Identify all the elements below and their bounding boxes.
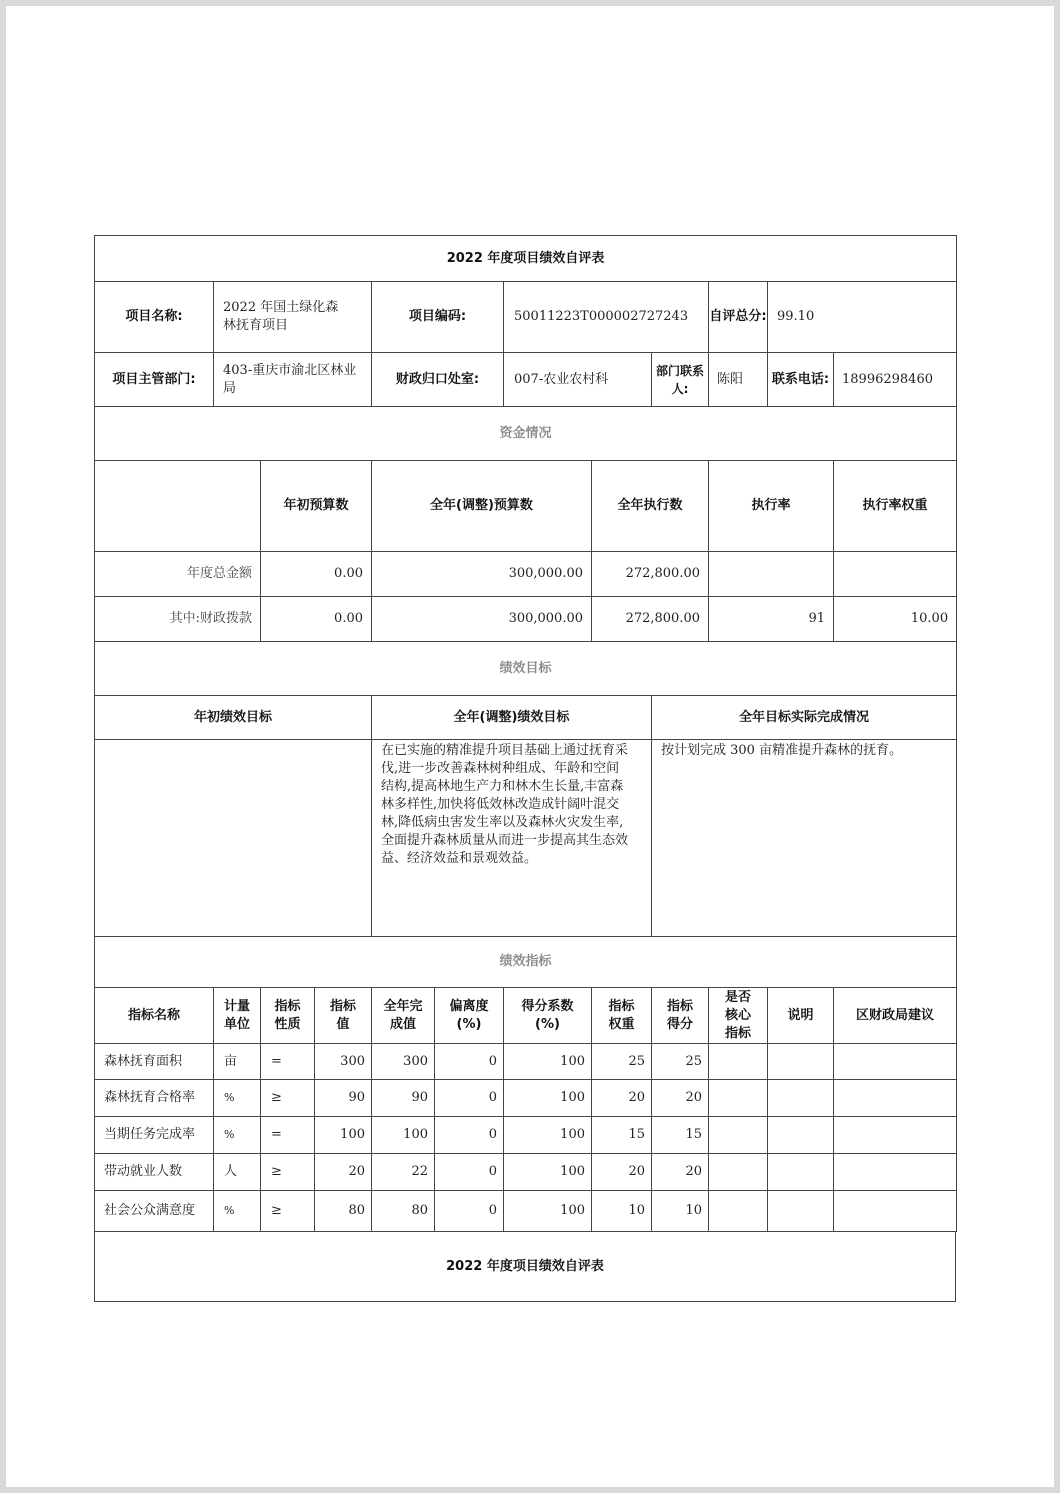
second-form-title: 2022 年度项目绩效自评表 [95,1232,956,1302]
ind-score: 15 [652,1117,709,1154]
second-form-header [94,1231,956,1302]
project-name-label: 项目名称: [95,282,214,353]
ind-deviation: 0 [435,1044,504,1080]
ind-score-coef: 100 [504,1154,592,1191]
goals-header-adjusted: 全年(调整)绩效目标 [372,696,652,740]
ind-header-deviation: 偏离度(%) [435,988,504,1044]
funds-header-executed: 全年执行数 [592,461,709,552]
ind-header-note: 说明 [768,988,834,1044]
ind-weight: 15 [592,1117,652,1154]
indicator-row [95,1191,957,1232]
ind-header-weight: 指标权重 [592,988,652,1044]
ind-completed: 300 [372,1044,435,1080]
ind-suggestion [834,1191,957,1232]
ind-weight: 20 [592,1154,652,1191]
funds-cell: 91 [709,597,834,642]
ind-deviation: 0 [435,1080,504,1117]
ind-is-core [709,1044,768,1080]
ind-is-core [709,1154,768,1191]
ind-is-core [709,1080,768,1117]
funds-row-label: 其中:财政拨款 [95,597,261,642]
ind-weight: 20 [592,1080,652,1117]
form-title: 2022 年度项目绩效自评表 [95,236,957,282]
ind-name: 当期任务完成率 [95,1117,214,1154]
goals-adjusted-text: 在已实施的精准提升项目基础上通过抚育采伐,进一步改善森林树种组成、年龄和空间结构,提高林地生产力和林木生长量,丰富森林多样性,加快将低效林改造成针阔叶混交林,降低病虫害发生率以及森林火灾发生率,全面提升森林质量从而进一步提高其生态效益、经济效益和景观效益。 [372,740,652,937]
finance-office-label: 财政归口处室: [372,353,504,407]
funds-header-blank [95,461,261,552]
ind-value: 300 [315,1044,372,1080]
funds-header-exec-rate: 执行率 [709,461,834,552]
ind-score: 20 [652,1154,709,1191]
indicator-row [95,1080,957,1117]
ind-unit: 人 [214,1154,261,1191]
funds-row [95,597,957,642]
ind-header-score: 指标得分 [652,988,709,1044]
ind-nature: ≥ [261,1154,315,1191]
ind-header-value: 指标值 [315,988,372,1044]
ind-weight: 10 [592,1191,652,1232]
project-code-value: 50011223T000002727243 [504,282,709,353]
ind-note [768,1044,834,1080]
ind-is-core [709,1117,768,1154]
funds-cell: 272,800.00 [592,597,709,642]
ind-score: 25 [652,1044,709,1080]
ind-name: 森林抚育面积 [95,1044,214,1080]
ind-score: 20 [652,1080,709,1117]
funds-cell: 300,000.00 [372,597,592,642]
ind-is-core [709,1191,768,1232]
ind-unit: 亩 [214,1044,261,1080]
funds-cell: 10.00 [834,597,957,642]
ind-header-unit: 计量单位 [214,988,261,1044]
ind-value: 20 [315,1154,372,1191]
finance-office-value: 007-农业农村科 [504,353,652,407]
ind-note [768,1154,834,1191]
ind-header-suggestion: 区财政局建议 [834,988,957,1044]
funds-header-adjusted-budget: 全年(调整)预算数 [372,461,592,552]
funds-header-initial-budget: 年初预算数 [261,461,372,552]
funds-cell: 0.00 [261,552,372,597]
indicator-row [95,1117,957,1154]
ind-weight: 25 [592,1044,652,1080]
project-code-label: 项目编码: [372,282,504,353]
goals-actual-text: 按计划完成 300 亩精准提升森林的抚育。 [652,740,957,937]
ind-score-coef: 100 [504,1080,592,1117]
ind-name: 社会公众满意度 [95,1191,214,1232]
ind-deviation: 0 [435,1191,504,1232]
ind-score-coef: 100 [504,1117,592,1154]
indicator-row [95,1044,957,1080]
contact-label: 部门联系人: [652,353,709,407]
project-name-value: 2022 年国土绿化森林抚育项目 [214,282,372,353]
indicators-section-title: 绩效指标 [95,937,957,988]
ind-suggestion [834,1080,957,1117]
ind-note [768,1191,834,1232]
ind-deviation: 0 [435,1154,504,1191]
funds-header-rate-weight: 执行率权重 [834,461,957,552]
ind-nature: = [261,1117,315,1154]
ind-value: 100 [315,1117,372,1154]
ind-value: 90 [315,1080,372,1117]
ind-completed: 22 [372,1154,435,1191]
ind-nature: = [261,1044,315,1080]
ind-nature: ≥ [261,1191,315,1232]
ind-score: 10 [652,1191,709,1232]
ind-suggestion [834,1117,957,1154]
ind-unit: % [214,1191,261,1232]
ind-unit: % [214,1080,261,1117]
ind-score-coef: 100 [504,1191,592,1232]
ind-nature: ≥ [261,1080,315,1117]
ind-value: 80 [315,1191,372,1232]
total-score-label: 自评总分: [709,282,768,353]
goals-section-title: 绩效目标 [95,642,957,696]
ind-completed: 100 [372,1117,435,1154]
ind-completed: 90 [372,1080,435,1117]
goals-header-initial: 年初绩效目标 [95,696,372,740]
self-evaluation-form [94,235,957,1232]
funds-cell [709,552,834,597]
ind-note [768,1117,834,1154]
ind-header-score-coef: 得分系数(%) [504,988,592,1044]
ind-suggestion [834,1154,957,1191]
ind-note [768,1080,834,1117]
ind-header-is-core: 是否核心指标 [709,988,768,1044]
funds-cell [834,552,957,597]
ind-score-coef: 100 [504,1044,592,1080]
ind-name: 带动就业人数 [95,1154,214,1191]
funds-cell: 0.00 [261,597,372,642]
ind-header-name: 指标名称 [95,988,214,1044]
funds-row [95,552,957,597]
phone-value: 18996298460 [834,353,957,407]
ind-name: 森林抚育合格率 [95,1080,214,1117]
ind-completed: 80 [372,1191,435,1232]
dept-value: 403-重庆市渝北区林业局 [214,353,372,407]
ind-deviation: 0 [435,1117,504,1154]
ind-suggestion [834,1044,957,1080]
phone-label: 联系电话: [768,353,834,407]
ind-header-nature: 指标性质 [261,988,315,1044]
contact-value: 陈阳 [709,353,768,407]
dept-label: 项目主管部门: [95,353,214,407]
funds-section-title: 资金情况 [95,407,957,461]
document-page [6,6,1054,1487]
funds-row-label: 年度总金额 [95,552,261,597]
total-score-value: 99.10 [768,282,957,353]
ind-header-completed: 全年完成值 [372,988,435,1044]
funds-cell: 272,800.00 [592,552,709,597]
goals-initial-text [95,740,372,937]
indicator-row [95,1154,957,1191]
goals-header-actual: 全年目标实际完成情况 [652,696,957,740]
ind-unit: % [214,1117,261,1154]
funds-cell: 300,000.00 [372,552,592,597]
